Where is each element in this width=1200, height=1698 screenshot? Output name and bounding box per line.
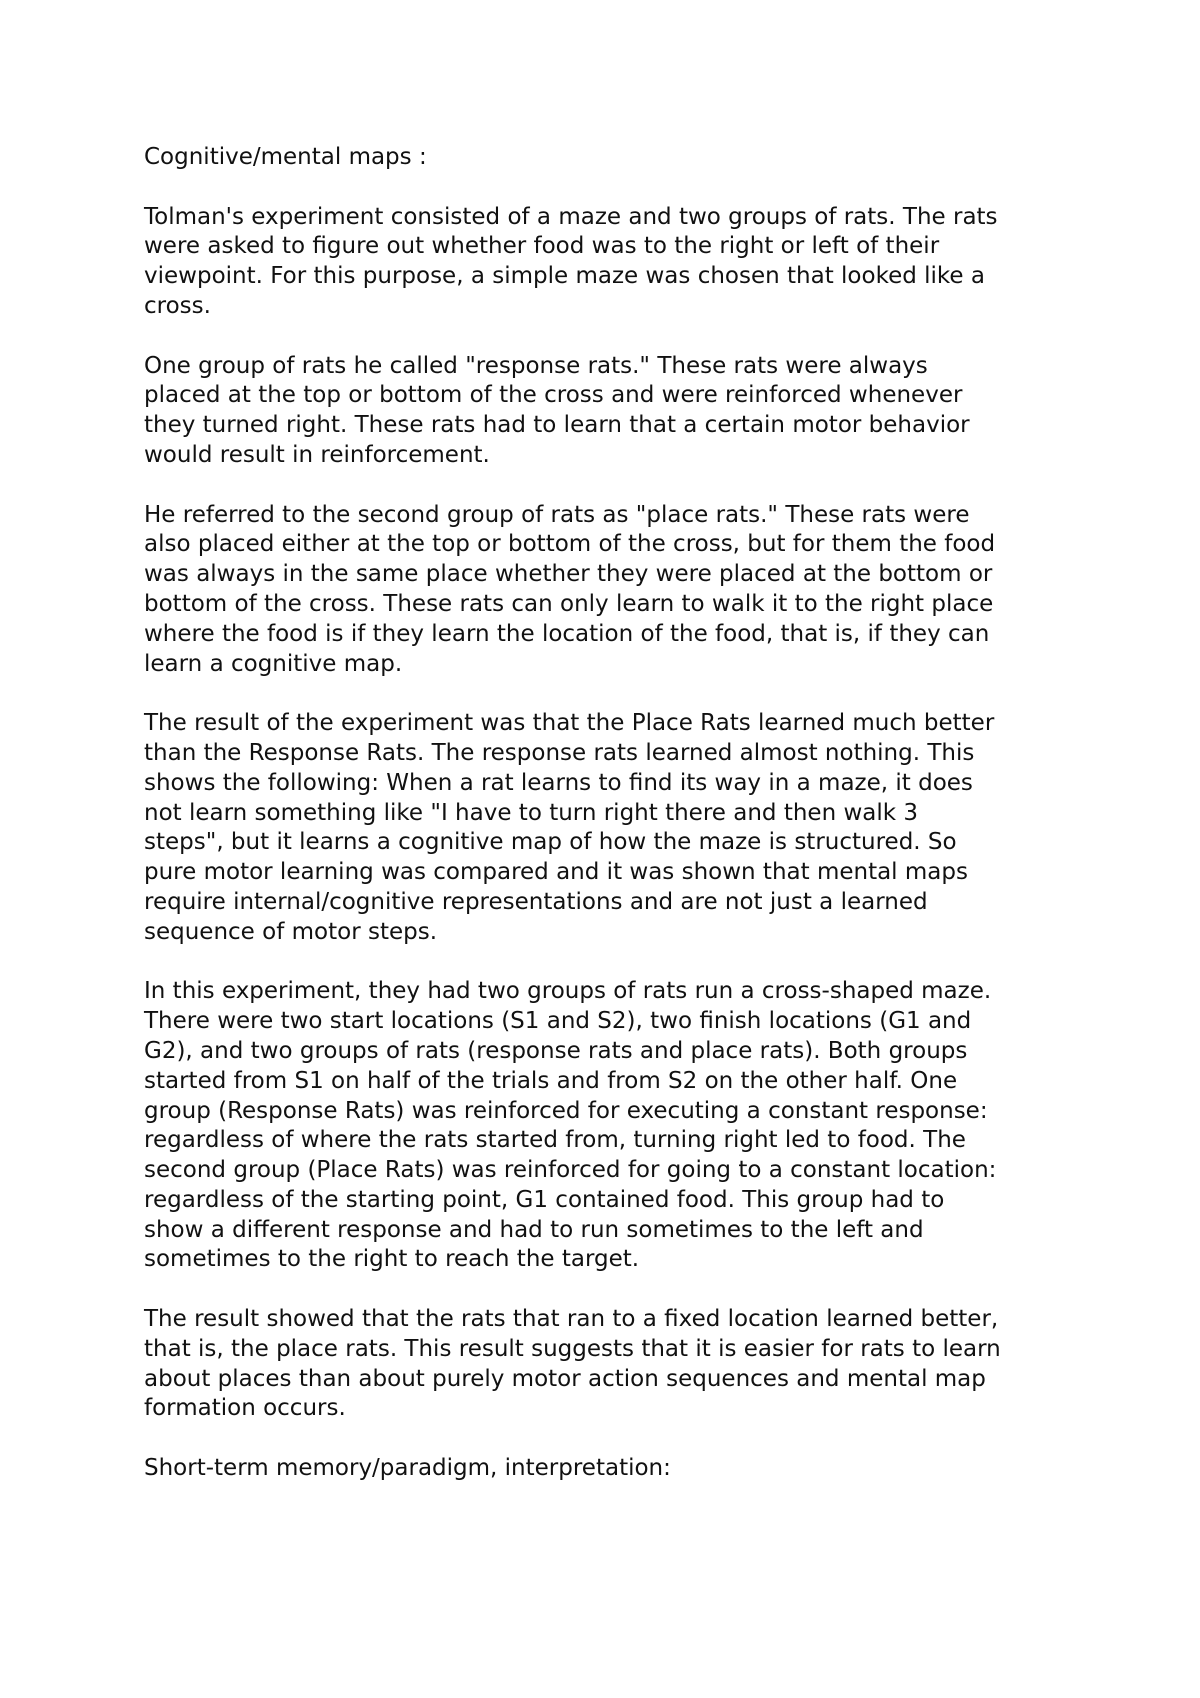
paragraph-response-rats: One group of rats he called "response rats." These rats were always placed at the top or bottom of the cross and were reinforced whenever they turned right. These rats had to learn that a certain motor behavior would result in reinforcement. [144,352,970,468]
paragraph-result-conclusion: The result showed that the rats that ran to a fixed location learned better, that is, the place rats. This result suggests that it is easier for rats to learn about places than about purely motor action sequences and mental map formation occurs. [144,1306,1001,1422]
paragraph-tolman-experiment: Tolman's experiment consisted of a maze and two groups of rats. The rats were asked to figure out whether food was to the right or left of their viewpoint. For this purpose, a simple maze was chosen that looked like a cross. [144,203,998,319]
section-heading-short-term-memory: Short-term memory/paradigm, interpretation: [144,1455,671,1482]
document-body [144,143,1084,1514]
section-heading-cognitive-maps: Cognitive/mental maps : [144,144,427,170]
paragraph-place-rats: He referred to the second group of rats as "place rats." These rats were also placed either at the top or bottom of the cross, but for them the food was always in the same place whether they were placed at the bottom or bottom of the cross. These rats can only learn to walk it to the right place where the food is if they learn the location of the food, that is, if they can learn a cognitive map. [144,501,996,677]
paragraph-experiment-result: The result of the experiment was that the Place Rats learned much better than the Response Rats. The response rats learned almost nothing. This shows the following: When a rat learns to find its way in a maze, it does not learn something like "I have to turn right there and then walk 3 steps", but it learns a cognitive map of how the maze is structured. So pure motor learning was compared and it was shown that mental maps require internal/cognitive representations and are not just a learned sequence of motor steps. [144,710,995,945]
paragraph-cross-maze-details: In this experiment, they had two groups of rats run a cross-shaped maze. There were two start locations (S1 and S2), two finish locations (G1 and G2), and two groups of rats (response rats and place rats). Both groups started from S1 on half of the trials and from S2 on the other half. One group (Response Rats) was reinforced for executing a constant response: regardless of where the rats started from, turning right led to food. The second group (Place Rats) was reinforced for going to a constant location: regardless of the starting point, G1 contained food. This group had to show a different response and had to run sometimes to the left and sometimes to the right to reach the target. [144,978,997,1273]
